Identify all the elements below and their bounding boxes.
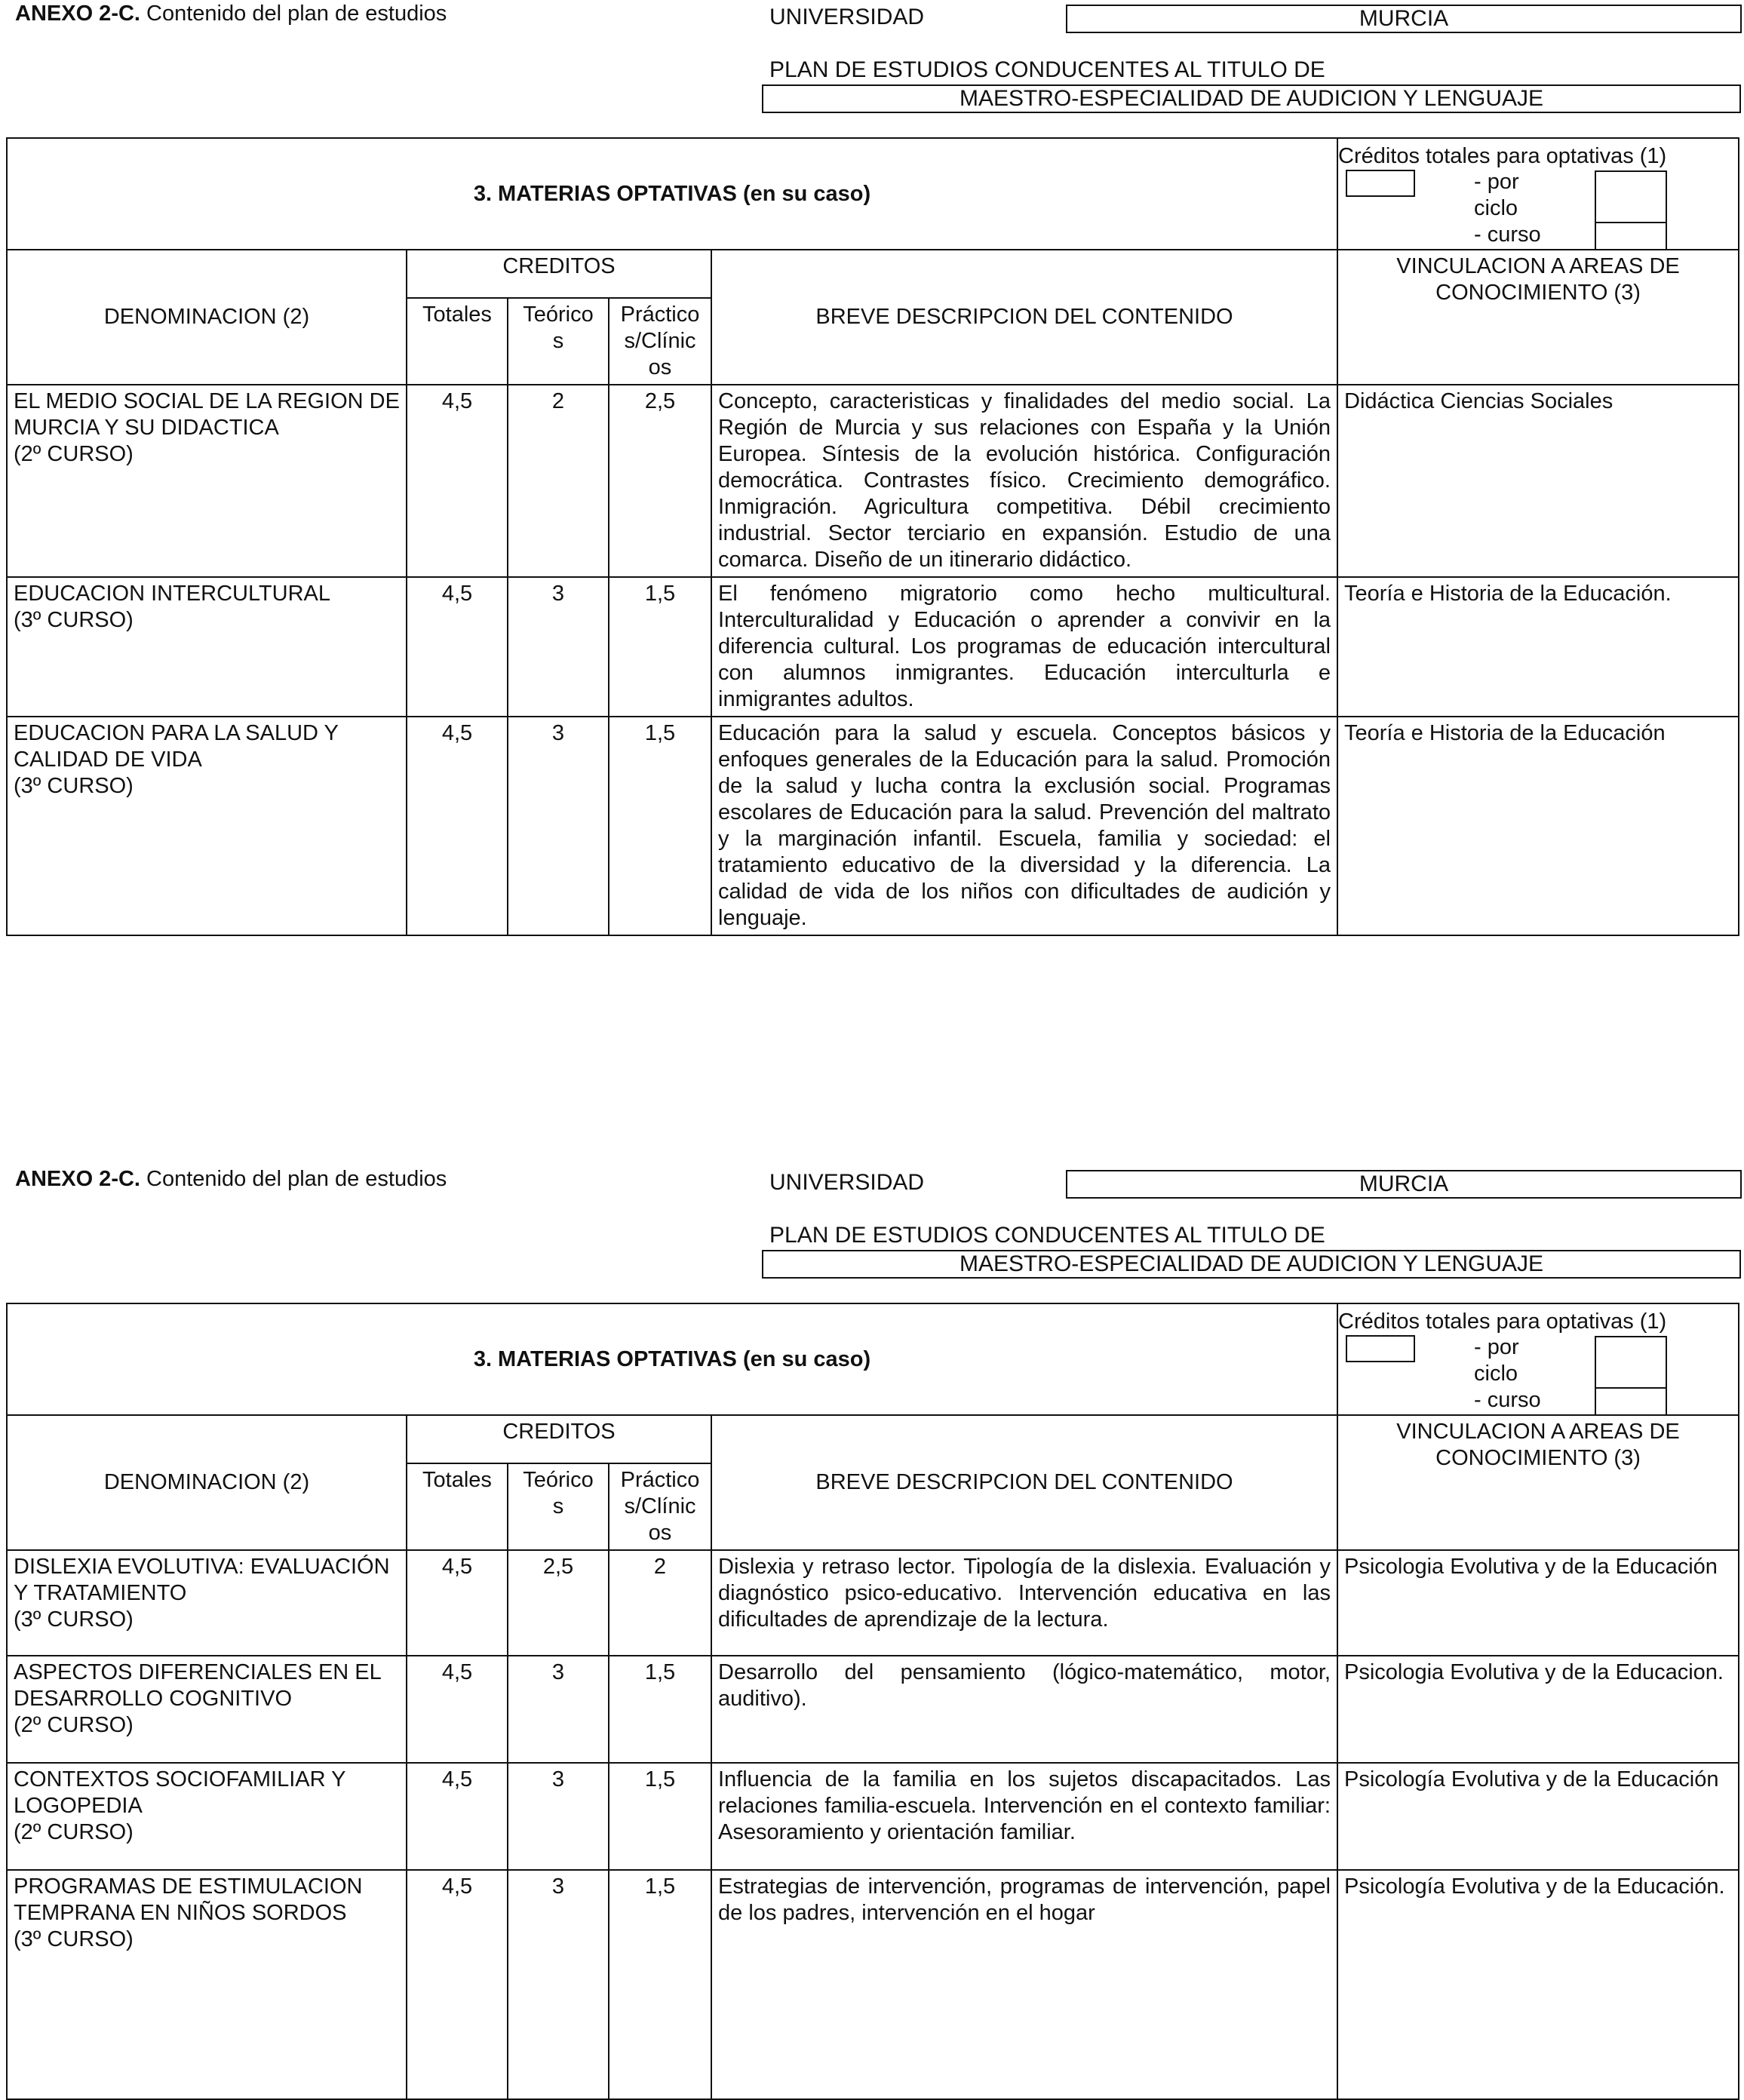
credits-total-box [1346, 170, 1415, 197]
ciclo-label: ciclo [1474, 1362, 1518, 1386]
credits-total-box [1346, 1335, 1415, 1362]
credits-totales: 4,5 [407, 717, 508, 935]
university-value: MURCIA [1066, 1170, 1742, 1199]
ciclo-box [1595, 1336, 1667, 1389]
credits-totales: 4,5 [407, 1550, 508, 1656]
credits-teoricos: 3 [508, 577, 609, 717]
subject-description: Desarrollo del pensamiento (lógico-matemático, motor, auditivo). [711, 1656, 1337, 1763]
curso-label: - curso [1474, 1388, 1541, 1412]
credits-teoricos: 3 [508, 1870, 609, 2099]
credits-practicos: 2,5 [609, 385, 711, 577]
plan-label: PLAN DE ESTUDIOS CONDUCENTES AL TITULO DE [769, 1223, 1325, 1248]
subject-name: PROGRAMAS DE ESTIMULACION TEMPRANA EN NIÑOS SORDOS (3º CURSO) [7, 1870, 407, 2099]
credits-total-cell [1337, 1303, 1739, 1415]
credits-practicos: 1,5 [609, 1870, 711, 2099]
header-vinculacion: VINCULACION A AREAS DE CONOCIMIENTO (3) [1337, 1415, 1739, 1550]
subject-name: ASPECTOS DIFERENCIALES EN EL DESARROLLO COGNITIVO (2º CURSO) [7, 1656, 407, 1763]
credits-practicos: 2 [609, 1550, 711, 1656]
credits-teoricos: 3 [508, 1763, 609, 1870]
credits-teoricos: 2,5 [508, 1550, 609, 1656]
university-label: UNIVERSIDAD [769, 5, 925, 29]
curso-label: - curso [1474, 223, 1541, 247]
credits-totales: 4,5 [407, 1763, 508, 1870]
credits-teoricos: 3 [508, 717, 609, 935]
credits-total-label: Créditos totales para optativas (1) [1338, 144, 1667, 168]
degree-title: MAESTRO-ESPECIALIDAD DE AUDICION Y LENGUAJE [762, 84, 1741, 113]
university-label: UNIVERSIDAD [769, 1170, 925, 1195]
header-creditos: CREDITOS [407, 1415, 711, 1463]
subject-description: Dislexia y retraso lector. Tipología de la dislexia. Evaluación y diagnóstico psico-educativo. Intervención educativa en las dificultades de aprendizaje de la lectura. [711, 1550, 1337, 1656]
credits-total-label: Créditos totales para optativas (1) [1338, 1309, 1667, 1334]
header-vinculacion: VINCULACION A AREAS DE CONOCIMIENTO (3) [1337, 250, 1739, 385]
section-title: 3. MATERIAS OPTATIVAS (en su caso) [7, 138, 1337, 250]
subject-name: EDUCACION INTERCULTURAL (3º CURSO) [7, 577, 407, 717]
subject-name: EL MEDIO SOCIAL DE LA REGION DE MURCIA Y SU DIDACTICA (2º CURSO) [7, 385, 407, 577]
por-label: - por [1474, 170, 1519, 194]
header-teoricos: Teórico s [508, 298, 609, 385]
curso-box [1595, 222, 1667, 250]
subject-description: Influencia de la familia en los sujetos discapacitados. Las relaciones familia-escuela. Intervención en el contexto familiar: Asesoramiento y orientación familiar. [711, 1763, 1337, 1870]
credits-practicos: 1,5 [609, 1656, 711, 1763]
ciclo-label: ciclo [1474, 196, 1518, 220]
table-row [7, 1870, 1739, 2099]
subject-name: CONTEXTOS SOCIOFAMILIAR Y LOGOPEDIA (2º CURSO) [7, 1763, 407, 1870]
header-teoricos: Teórico s [508, 1463, 609, 1550]
header-practicos: Práctico s/Clínic os [609, 1463, 711, 1550]
knowledge-area: Teoría e Historia de la Educación [1337, 717, 1739, 935]
credits-teoricos: 2 [508, 385, 609, 577]
knowledge-area: Didáctica Ciencias Sociales [1337, 385, 1739, 577]
annex-heading: ANEXO 2-C. Contenido del plan de estudios [15, 2, 447, 26]
knowledge-area: Psicología Evolutiva y de la Educación. [1337, 1870, 1739, 2099]
table-row [7, 1763, 1739, 1870]
header-creditos: CREDITOS [407, 250, 711, 298]
credits-teoricos: 3 [508, 1656, 609, 1763]
subjects-table [6, 1303, 1739, 2100]
credits-practicos: 1,5 [609, 577, 711, 717]
credits-totales: 4,5 [407, 1656, 508, 1763]
knowledge-area: Teoría e Historia de la Educación. [1337, 577, 1739, 717]
header-totales: Totales [407, 298, 508, 385]
subject-description: El fenómeno migratorio como hecho multicultural. Interculturalidad y Educación o aprender a convivir en la diferencia cultural. Los programas de educación intercultural con alumnos inmigrantes. Educación interculturla e inmigrantes adultos. [711, 577, 1337, 717]
subject-description: Concepto, caracteristicas y finalidades del medio social. La Región de Murcia y sus relaciones con España y la Unión Europea. Síntesis de la evolución histórica. Configuración democrática. Contrastes físico. Crecimiento demográfico. Inmigración. Agricultura competitiva. Débil crecimiento industrial. Sector terciario en expansión. Estudio de una comarca. Diseño de un itinerario didáctico. [711, 385, 1337, 577]
knowledge-area: Psicologia Evolutiva y de la Educacion. [1337, 1656, 1739, 1763]
annex-heading: ANEXO 2-C. Contenido del plan de estudios [15, 1167, 447, 1191]
section-title: 3. MATERIAS OPTATIVAS (en su caso) [7, 1303, 1337, 1415]
plan-label: PLAN DE ESTUDIOS CONDUCENTES AL TITULO DE [769, 57, 1325, 82]
credits-totales: 4,5 [407, 577, 508, 717]
credits-totales: 4,5 [407, 1870, 508, 2099]
table-row [7, 717, 1739, 935]
table-row [7, 577, 1739, 717]
table-row [7, 1656, 1739, 1763]
knowledge-area: Psicología Evolutiva y de la Educación [1337, 1763, 1739, 1870]
header-denominacion: DENOMINACION (2) [7, 1415, 407, 1550]
subject-description: Estrategias de intervención, programas de intervención, papel de los padres, intervención en el hogar [711, 1870, 1337, 2099]
header-descripcion: BREVE DESCRIPCION DEL CONTENIDO [711, 250, 1337, 385]
subjects-table [6, 137, 1739, 936]
subject-description: Educación para la salud y escuela. Conceptos básicos y enfoques generales de la Educación para la salud. Promoción de la salud y lucha contra la exclusión social. Programas escolares de Educación para la salud. Prevención del maltrato y la marginación infantil. Escuela, familia y sociedad: el tratamiento educativo de la diversidad y la diferencia. La calidad de vida de los niños con dificultades de audición y lenguaje. [711, 717, 1337, 935]
credits-practicos: 1,5 [609, 1763, 711, 1870]
credits-totales: 4,5 [407, 385, 508, 577]
credits-practicos: 1,5 [609, 717, 711, 935]
subject-name: DISLEXIA EVOLUTIVA: EVALUACIÓN Y TRATAMIENTO (3º CURSO) [7, 1550, 407, 1656]
header-descripcion: BREVE DESCRIPCION DEL CONTENIDO [711, 1415, 1337, 1550]
knowledge-area: Psicologia Evolutiva y de la Educación [1337, 1550, 1739, 1656]
header-denominacion: DENOMINACION (2) [7, 250, 407, 385]
subject-name: EDUCACION PARA LA SALUD Y CALIDAD DE VIDA (3º CURSO) [7, 717, 407, 935]
ciclo-box [1595, 170, 1667, 223]
credits-total-cell [1337, 138, 1739, 250]
header-practicos: Práctico s/Clínic os [609, 298, 711, 385]
table-row [7, 1550, 1739, 1656]
curso-box [1595, 1387, 1667, 1416]
table-row [7, 385, 1739, 577]
degree-title: MAESTRO-ESPECIALIDAD DE AUDICION Y LENGUAJE [762, 1250, 1741, 1279]
header-totales: Totales [407, 1463, 508, 1550]
por-label: - por [1474, 1335, 1519, 1359]
university-value: MURCIA [1066, 5, 1742, 33]
